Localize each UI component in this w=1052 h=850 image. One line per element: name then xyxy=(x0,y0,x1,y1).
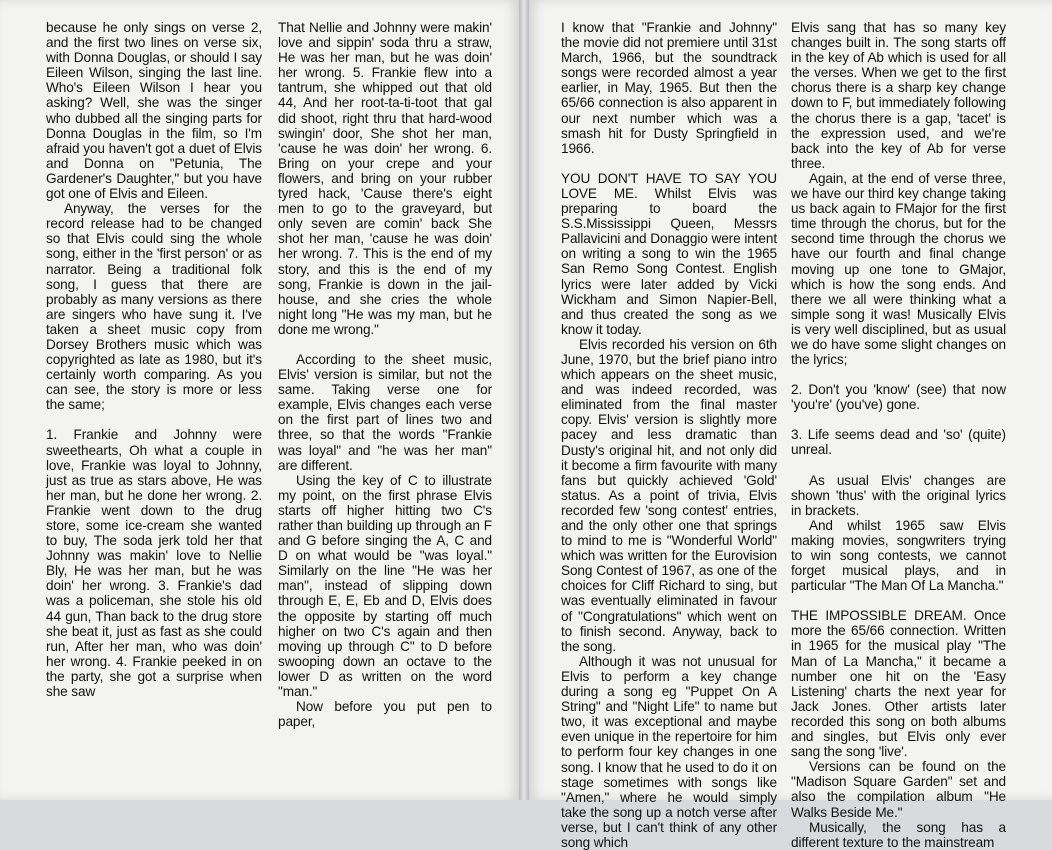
column-1 xyxy=(46,20,262,796)
right-page xyxy=(529,0,1052,850)
paragraph: According to the sheet music, Elvis' version is similar, but not the same. Taking verse one for example, Elvis changes each verse on the first part of lines two and three, so that the words "Frankie was loyal" and "he was her man" are different. xyxy=(278,351,492,473)
lyrics-block: That Nellie and Johnny were makin' love and sippin' soda thru a straw, He was her man, but he was doin' her wrong. 5. Frankie flew into a tantrum, she whipped out that old 44, And her root-ta-ti-toot that gal did shoot, right thru that hard-wood swingin' door, She shot her man, 'cause he was doin' her wrong. 6. Bring on your crepe and your flowers, and bring on your rubber tyred hack, 'Cause there's eight men to go to the graveyard, but only seven are comin' back She shot her man, 'cause he was doin' her wrong. 7. This is the end of my story, and this is the end of my song, Frankie is down in the jail-house, and she cries the whole night long "He was my man, but he done me wrong." xyxy=(278,20,492,337)
lyrics-block: 1. Frankie and Johnny were sweethearts, Oh what a couple in love, Frankie was loyal to Johnny, just as true as stars above, He was her man, but he done her wrong. 2. Frankie went down to the drug store, some ice-cream she wanted to buy, The soda jerk told her that Johnny was makin' love to Nellie Bly, He was her man, but he was doin' her wrong. 3. Frankie's dad was a policeman, she stole his old 44 gun, Than back to the drug store she beat it, just as fast as she could run, After her man, who was doin' her wrong. 4. Frankie peeked in on the party, she got a surprise when she saw xyxy=(46,427,262,700)
paragraph: Using the key of C to illustrate my point, on the first phrase Elvis starts off higher hitting two C's rather than building up through an F and G before singing the A, C and D on what would be "was loyal." Similarly on the line "He was her man", instead of slipping down through E, E, Eb and D, Elvis does the opposite by starting off much higher on two C's again and then moving up through C" to D before swooping down an octave to the lower D as written on the word "man." xyxy=(278,472,492,700)
paragraph: Elvis sang that has so many key changes built in. The song starts off in the key of Ab which is used for all the verses. When we get to the first chorus there is a sharp key change down to F, but immediately following the chorus there is a gap, 'tacet' is the expression used, and we're back into the key of Ab for verse three. xyxy=(791,20,1006,171)
column-3 xyxy=(561,20,777,850)
paragraph: Versions can be found on the "Madison Square Garden" set and also the compilation album "He Walks Beside Me." xyxy=(791,759,1006,820)
paragraph: Elvis recorded his version on 6th June, 1970, but the brief piano intro which appears on the sheet music, and was indeed recorded, was eliminated from the final master copy. Elvis' version is slightly more pacey and less dramatic than Dusty's original hit, and not only did it become a firm favourite with many fans but quickly achieved 'Gold' status. As a point of trivia, Elvis recorded few 'song contest' entries, and the only other one that springs to mind to me is "Wonderful World" which was written for the Eurovision Song Contest of 1967, as one of the choices for Cliff Richard to sing, but was eventually eliminated in favour of "Congratulations" which went on to finish second. Anyway, back to the song. xyxy=(561,336,777,654)
column-2 xyxy=(278,20,492,796)
paragraph: Now before you put pen to paper, xyxy=(278,699,492,730)
paragraph: Again, at the end of verse three, we have our third key change taking us back again to FMajor for the first time through the chorus, but for the second time through the chorus we have our fourth and final change moving up one tone to GMajor, which is how the song ends. And there we all were thinking what a simple song it was! Musically Elvis is very well disciplined, but as usual we do have some slight changes on the lyrics; xyxy=(791,170,1006,368)
book-gutter xyxy=(519,0,529,800)
paragraph: Although it was not unusual for Elvis to perform a key change during a song eg "Puppet On A String" and "Night Life" to name but two, it was exceptional and maybe even unique in the repertoire for him to perform four key changes in one song. I know that he used to do it on stage sometimes with songs like "Amen," where he would simply take the song up a notch verse after verse, but I can't think of any other song which xyxy=(561,653,777,850)
section-heading-paragraph: THE IMPOSSIBLE DREAM. Once more the 65/66 connection. Written in 1965 for the musical play "The Man of La Mancha," it became a number one hit on the 'Easy Listening' charts the next year for Jack Jones. Other artists later recorded this song on both albums and singles, but Elvis only ever sang the song 'live'. xyxy=(791,608,1006,760)
paragraph: I know that "Frankie and Johnny" the movie did not premiere until 31st March, 1966, but the soundtrack songs were recorded almost a year earlier, in May, 1965. But then the 65/66 connection is also apparent in our next number which was a smash hit for Dusty Springfield in 1966. xyxy=(561,20,777,156)
lyric-change: 2. Don't you 'know' (see) that now 'you're' (you've) gone. xyxy=(791,382,1006,413)
column-4 xyxy=(791,20,1006,850)
paragraph: As usual Elvis' changes are shown 'thus' with the original lyrics in brackets. xyxy=(791,472,1006,518)
paragraph: Musically, the song has a different texture to the mainstream xyxy=(791,819,1006,850)
lyric-change: 3. Life seems dead and 'so' (quite) unreal. xyxy=(791,427,1006,458)
paragraph: because he only sings on verse 2, and the first two lines on verse six, with Donna Douglas, or should I say Eileen Wilson, singing the last line. Who's Eileen Wilson I hear you asking? Well, she was the singer who dubbed all the singing parts for Donna Douglas in the film, so I'm afraid you haven't got a duet of Elvis and Donna on "Petunia, The Gardener's Daughter," but you have got one of Elvis and Eileen. xyxy=(46,20,262,202)
left-page xyxy=(0,0,519,800)
paragraph: And whilst 1965 saw Elvis making movies, songwriters trying to win song contests, we cannot forget musical plays, and in particular "The Man Of La Mancha." xyxy=(791,517,1006,594)
section-heading-paragraph: YOU DON'T HAVE TO SAY YOU LOVE ME. Whilst Elvis was preparing to board the S.S.Mississippi Queen, Messrs Pallavicini and Donaggio were intent on writing a song to win the 1965 San Remo Song Contest. English lyrics were later added by Vicki Wickham and Simon Napier-Bell, and thus created the song as we know it today. xyxy=(561,170,777,337)
paragraph: Anyway, the verses for the record release had to be changed so that Elvis could sing the whole song, either in the 'first person' or as narrator. Being a traditional folk song, I guess that there are probably as many versions as there are singers who have sung it. I've taken a sheet music copy from Dorsey Brothers music which was copyrighted as late as 1980, but it's certainly worth comparing. As you can see, the story is more or less the same; xyxy=(46,201,262,413)
